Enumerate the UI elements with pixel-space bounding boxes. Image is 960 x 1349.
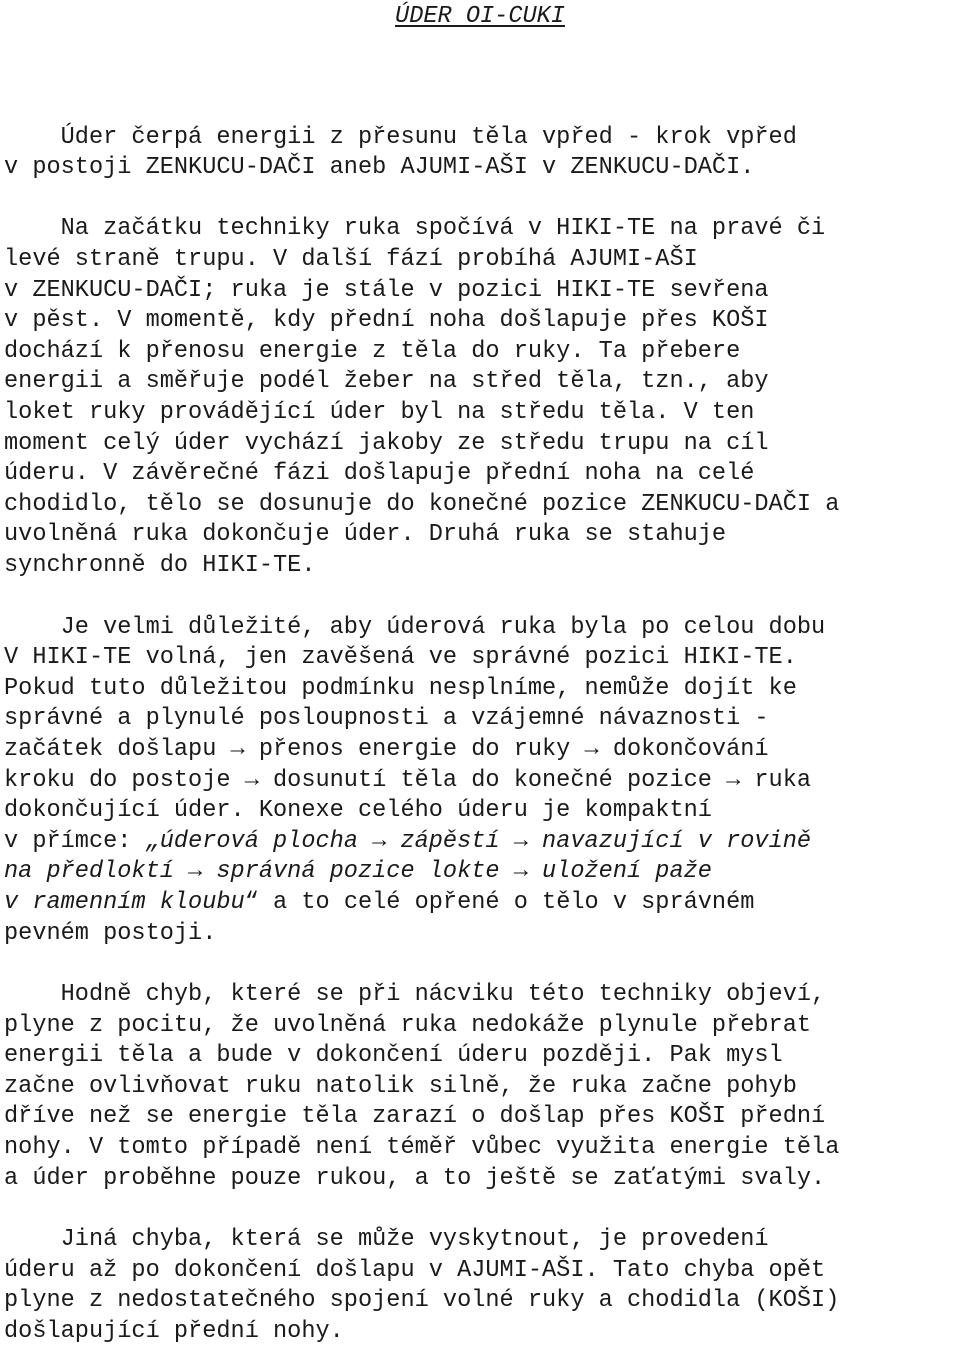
text-line: V HIKI-TE volná, jen zavěšená ve správné pozici HIKI-TE.	[4, 644, 797, 671]
text-line: levé straně trupu. V další fází probíhá AJUMI-AŠI	[4, 246, 698, 273]
italic-span: na předloktí → správná pozice lokte → uložení paže	[4, 858, 712, 885]
text-line: Jiná chyba, která se může vyskytnout, je provedení	[4, 1226, 769, 1253]
text-line: pevném postoji.	[4, 920, 217, 947]
text-line: dříve než se energie těla zarazí o došlap přes KOŠI přední	[4, 1103, 826, 1130]
text-line: začátek došlapu → přenos energie do ruky → dokončování	[4, 736, 769, 763]
text-line: energii těla a bude v dokončení úderu později. Pak mysl	[4, 1042, 783, 1069]
text-line: Pokud tuto důležitou podmínku nesplníme, nemůže dojít ke	[4, 675, 797, 702]
text-line: Je velmi důležité, aby úderová ruka byla po celou dobu	[4, 614, 826, 641]
text-line: loket ruky provádějící úder byl na středu těla. V ten	[4, 399, 755, 426]
text-line: moment celý úder vychází jakoby ze středu trupu na cíl	[4, 430, 769, 457]
text-span: “ a to celé opřené o tělo v správném	[244, 889, 755, 916]
text-line: energii a směřuje podél žeber na střed těla, tzn., aby	[4, 368, 769, 395]
text-line: začne ovlivňovat ruku natolik silně, že ruka začne pohyb	[4, 1073, 797, 1100]
text-line-mixed	[4, 888, 754, 918]
italic-span: „úderová plocha → zápěstí → navazující v rovině	[145, 828, 812, 855]
text-line: synchronně do HIKI-TE.	[4, 552, 316, 579]
text-line: kroku do postoje → dosunutí těla do konečné pozice → ruka	[4, 767, 812, 794]
text-line: nohy. V tomto případě není téměř vůbec využita energie těla	[4, 1134, 840, 1161]
text-line: v postoji ZENKUCU-DAČI aneb AJUMI-AŠI v ZENKUCU-DAČI.	[4, 154, 755, 181]
text-line: v pěst. V momentě, kdy přední noha došlapuje přes KOŠI	[4, 307, 769, 334]
text-line-mixed	[4, 857, 712, 887]
text-line: správné a plynulé posloupnosti a vzájemné návaznosti -	[4, 705, 769, 732]
text-line: chodidlo, tělo se dosunuje do konečné pozice ZENKUCU-DAČI a	[4, 491, 840, 518]
text-line-mixed	[4, 827, 811, 857]
text-span: v přímce:	[4, 828, 146, 855]
document-title: ÚDER OI-CUKI	[395, 3, 565, 30]
italic-span: v ramenním kloubu	[4, 889, 245, 916]
text-line: a úder proběhne pouze rukou, a to ještě se zaťatými svaly.	[4, 1165, 826, 1192]
text-line: Na začátku techniky ruka spočívá v HIKI-TE na pravé či	[4, 215, 826, 242]
text-line: Hodně chyb, které se při nácviku této techniky objeví,	[4, 981, 826, 1008]
text-line: plyne z nedostatečného spojení volné ruky a chodidla (KOŠI)	[4, 1287, 840, 1314]
text-line: úderu až po dokončení došlapu v AJUMI-AŠI. Tato chyba opět	[4, 1257, 826, 1284]
text-line: dokončující úder. Konexe celého úderu je kompaktní	[4, 797, 712, 824]
text-line: úderu. V závěrečné fázi došlapuje přední noha na celé	[4, 460, 755, 487]
text-line: došlapující přední nohy.	[4, 1318, 344, 1345]
text-line: dochází k přenosu energie z těla do ruky. Ta přebere	[4, 338, 741, 365]
text-line: v ZENKUCU-DAČI; ruka je stále v pozici HIKI-TE sevřena	[4, 277, 769, 304]
text-line: plyne z pocitu, že uvolněná ruka nedokáže plynule přebrat	[4, 1012, 812, 1039]
text-line: Úder čerpá energii z přesunu těla vpřed - krok vpřed	[4, 124, 797, 151]
text-line: uvolněná ruka dokončuje úder. Druhá ruka se stahuje	[4, 521, 727, 548]
